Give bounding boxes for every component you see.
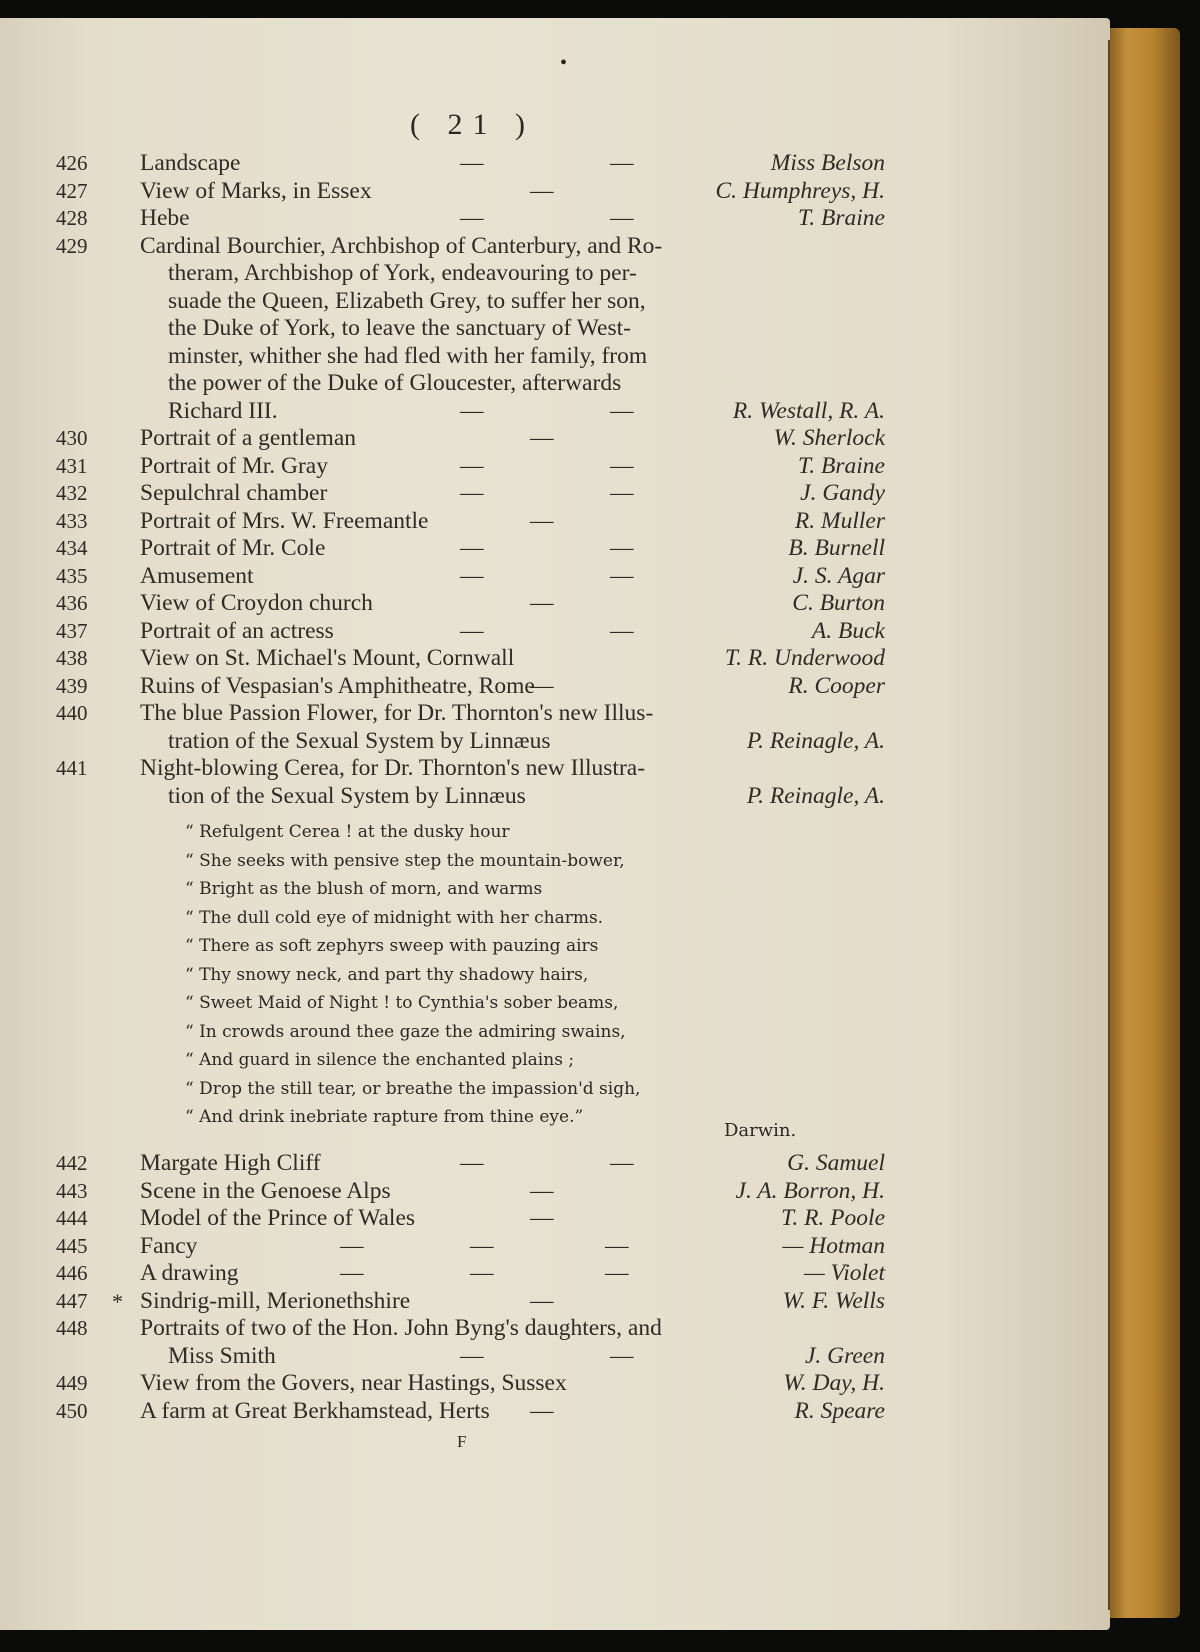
entry-title: minster, whither she had fled with her family, from	[168, 342, 648, 369]
leader-dash: —	[530, 590, 554, 616]
entry-number: 441	[56, 756, 88, 780]
entry-number: 443	[56, 1178, 88, 1203]
catalogue-entry	[0, 1205, 1110, 1233]
entry-line	[0, 1260, 1110, 1288]
entry-line	[0, 315, 1110, 343]
entry-number: 435	[56, 563, 88, 588]
entry-number: 431	[56, 453, 88, 478]
entry-line	[0, 728, 1110, 756]
entry-line	[0, 453, 1110, 481]
catalogue-entry	[0, 233, 1110, 426]
artist-name: — Hotman	[782, 1232, 885, 1259]
artist-name: T. R. Underwood	[724, 645, 885, 671]
catalogue-entry	[0, 535, 1110, 563]
poem-line: “ Sweet Maid of Night ! to Cynthia's sober beams,	[185, 993, 619, 1013]
entry-line	[0, 343, 1110, 371]
page-number: ( 21 )	[410, 108, 535, 141]
poem-line: “ There as soft zephyrs sweep with pauzing airs	[185, 936, 599, 956]
catalogue-entry	[0, 480, 1110, 508]
entry-line	[0, 535, 1110, 563]
catalogue-list-a	[0, 150, 1110, 810]
entry-line	[0, 178, 1110, 206]
leader-dash: —	[460, 1150, 484, 1176]
leader-dash: —	[530, 1287, 554, 1314]
entry-line	[0, 508, 1110, 536]
artist-name: B. Burnell	[788, 535, 885, 561]
leader-dash: —	[530, 177, 554, 204]
artist-name: G. Samuel	[787, 1150, 885, 1176]
poem-line: “ Bright as the blush of morn, and warms	[185, 879, 543, 899]
artist-name: T. Braine	[797, 452, 885, 479]
catalogue-entry	[0, 178, 1110, 206]
entry-number: 447	[56, 1288, 88, 1313]
leader-dash: —	[610, 562, 634, 589]
entry-title: suade the Queen, Elizabeth Grey, to suffer her son,	[168, 287, 646, 314]
artist-name: A. Buck	[811, 617, 885, 644]
signature-mark: F	[457, 1432, 467, 1451]
entry-title: Hebe	[140, 205, 190, 231]
catalogue-entry	[0, 425, 1110, 453]
leader-dash: —	[610, 480, 634, 506]
leader-dash: —	[610, 1150, 634, 1176]
entry-title: theram, Archbishop of York, endeavouring to per-	[168, 260, 637, 286]
entry-number: 440	[56, 701, 88, 725]
entry-title: Margate High Cliff	[140, 1150, 321, 1176]
catalogue-entry	[0, 1315, 1110, 1370]
poem-line: “ And guard in silence the enchanted plains ;	[185, 1050, 575, 1070]
leader-dash: —	[340, 1260, 364, 1286]
poem-line: “ In crowds around thee gaze the admiring swains,	[185, 1021, 626, 1042]
entry-line	[0, 398, 1110, 426]
leader-dash: —	[530, 1397, 554, 1424]
leader-dash: —	[610, 150, 634, 176]
entry-number: 449	[56, 1371, 88, 1395]
entry-title: Miss Smith	[168, 1342, 276, 1369]
leader-dash: —	[460, 397, 484, 424]
entry-title: Sindrig-mill, Merionethshire	[140, 1287, 411, 1314]
entry-number: 446	[56, 1261, 88, 1285]
leader-dash: —	[460, 480, 484, 506]
catalogue-entry	[0, 645, 1110, 673]
catalogue-entry	[0, 1260, 1110, 1288]
entry-line	[0, 1178, 1110, 1206]
leader-dash: —	[530, 1205, 554, 1231]
entry-title: The blue Passion Flower, for Dr. Thornton's new Illus-	[140, 700, 654, 726]
leader-dash: —	[470, 1232, 494, 1259]
entry-number: 429	[56, 233, 88, 258]
entry-title: Landscape	[140, 150, 241, 176]
entry-line	[0, 618, 1110, 646]
leader-dash: —	[460, 617, 484, 644]
artist-name: C. Humphreys, H.	[715, 177, 885, 204]
leader-dash: —	[530, 425, 554, 451]
catalogue-list-b	[0, 1150, 1110, 1425]
artist-name: P. Reinagle, A.	[746, 727, 885, 754]
catalogue-entry	[0, 590, 1110, 618]
entry-number: 434	[56, 536, 88, 560]
leader-dash: —	[605, 1260, 629, 1286]
entry-line	[0, 563, 1110, 591]
entry-line	[0, 1233, 1110, 1261]
entry-number: 450	[56, 1398, 88, 1423]
catalogue-entry	[0, 1150, 1110, 1178]
poem-quotation	[185, 818, 745, 1132]
entry-line	[0, 1398, 1110, 1426]
artist-name: R. Muller	[794, 507, 885, 534]
entry-title: tration of the Sexual System by Linnæus	[168, 727, 551, 754]
poem-line: “ Refulgent Cerea ! at the dusky hour	[185, 822, 510, 842]
entry-title: View of Marks, in Essex	[140, 177, 372, 204]
entry-title: Portraits of two of the Hon. John Byng's daughters, and	[140, 1315, 662, 1341]
entry-title: Portrait of a gentleman	[140, 425, 356, 451]
leader-dash: —	[610, 535, 634, 561]
leader-dash: —	[605, 1232, 629, 1259]
entry-line	[0, 233, 1110, 261]
entry-title: Fancy	[140, 1232, 198, 1259]
poem-line: “ And drink inebriate rapture from thine eye.”	[185, 1107, 584, 1127]
catalogue-entry	[0, 673, 1110, 701]
entry-line	[0, 755, 1110, 783]
poem-line: “ Drop the still tear, or breathe the impassion'd sigh,	[185, 1078, 641, 1099]
ink-mark: •	[560, 52, 568, 74]
entry-title: A farm at Great Berkhamstead, Herts	[140, 1397, 490, 1424]
entry-line	[0, 1315, 1110, 1343]
catalogue-entry	[0, 1233, 1110, 1261]
entry-number: 437	[56, 618, 88, 643]
entry-line	[0, 425, 1110, 453]
entry-line	[0, 783, 1110, 811]
leader-dash: —	[610, 205, 634, 231]
artist-name: — Violet	[803, 1260, 885, 1286]
leader-dash: —	[470, 1260, 494, 1286]
entry-title: View on St. Michael's Mount, Cornwall	[140, 645, 515, 671]
entry-title: tion of the Sexual System by Linnæus	[168, 782, 526, 809]
artist-name: J. Green	[804, 1342, 885, 1369]
entry-line	[0, 673, 1110, 701]
entry-line	[0, 150, 1110, 178]
catalogue-entry	[0, 1178, 1110, 1206]
entry-title: View of Croydon church	[140, 590, 373, 616]
entry-line	[0, 1343, 1110, 1371]
entry-number: 436	[56, 591, 88, 615]
artist-name: P. Reinagle, A.	[746, 782, 885, 809]
leader-dash: —	[530, 507, 554, 534]
artist-name: J. S. Agar	[792, 562, 885, 589]
entry-number: 438	[56, 646, 88, 670]
artist-name: R. Westall, R. A.	[732, 397, 885, 424]
leader-dash: —	[340, 1232, 364, 1259]
asterisk-mark: *	[112, 1288, 123, 1314]
entry-title: View from the Govers, near Hastings, Sussex	[140, 1370, 567, 1396]
entry-number: 426	[56, 151, 88, 175]
entry-title: Portrait of an actress	[140, 617, 334, 644]
entry-number: 439	[56, 673, 88, 698]
entry-line	[0, 288, 1110, 316]
poem-line: “ The dull cold eye of midnight with her charms.	[185, 907, 604, 928]
entry-title: Cardinal Bourchier, Archbishop of Canterbury, and Ro-	[140, 232, 663, 259]
entry-line	[0, 260, 1110, 288]
entry-number: 445	[56, 1233, 88, 1258]
catalogue-entry	[0, 700, 1110, 755]
entry-number: 433	[56, 508, 88, 533]
catalogue-entry	[0, 508, 1110, 536]
entry-line	[0, 1150, 1110, 1178]
leader-dash: —	[610, 1342, 634, 1369]
artist-name: T. R. Poole	[781, 1205, 885, 1231]
catalogue-entry	[0, 1288, 1110, 1316]
entry-title: Portrait of Mrs. W. Freemantle	[140, 507, 429, 534]
entry-number: 432	[56, 481, 88, 505]
book-binding	[1110, 28, 1180, 1618]
entry-number: 430	[56, 426, 88, 450]
entry-title: Night-blowing Cerea, for Dr. Thornton's new Illustra-	[140, 755, 646, 781]
entry-title: the Duke of York, to leave the sanctuary of West-	[168, 315, 631, 341]
entry-line	[0, 205, 1110, 233]
entry-title: Amusement	[140, 562, 254, 589]
entry-title: Portrait of Mr. Gray	[140, 452, 328, 479]
entry-number: 448	[56, 1316, 88, 1340]
artist-name: C. Burton	[792, 590, 885, 616]
catalogue-entry	[0, 1398, 1110, 1426]
entry-title: Ruins of Vespasian's Amphitheatre, Rome	[140, 672, 535, 699]
leader-dash: —	[530, 672, 554, 699]
entry-title: the power of the Duke of Gloucester, afterwards	[168, 370, 622, 396]
catalogue-entry	[0, 563, 1110, 591]
entry-number: 428	[56, 206, 88, 230]
entry-line	[0, 370, 1110, 398]
entry-title: Sepulchral chamber	[140, 480, 328, 506]
artist-name: T. Braine	[797, 205, 885, 231]
poem-line: “ She seeks with pensive step the mountain-bower,	[185, 850, 625, 871]
catalogue-entry	[0, 618, 1110, 646]
leader-dash: —	[460, 1342, 484, 1369]
artist-name: Miss Belson	[770, 150, 885, 176]
leader-dash: —	[610, 397, 634, 424]
quote-attribution: Darwin.	[724, 1120, 797, 1141]
entry-title: Portrait of Mr. Cole	[140, 535, 326, 561]
catalogue-entry	[0, 1370, 1110, 1398]
entry-number: 442	[56, 1151, 88, 1175]
entry-number: 427	[56, 178, 88, 203]
leader-dash: —	[460, 535, 484, 561]
leader-dash: —	[460, 205, 484, 231]
entry-title: Richard III.	[168, 397, 278, 424]
catalogue-entry	[0, 205, 1110, 233]
leader-dash: —	[460, 562, 484, 589]
entry-line	[0, 700, 1110, 728]
artist-name: W. Sherlock	[773, 425, 885, 451]
leader-dash: —	[460, 150, 484, 176]
artist-name: W. F. Wells	[782, 1287, 885, 1314]
entry-title: Scene in the Genoese Alps	[140, 1177, 391, 1204]
artist-name: W. Day, H.	[783, 1370, 885, 1396]
poem-line: “ Thy snowy neck, and part thy shadowy hairs,	[185, 964, 589, 985]
artist-name: R. Speare	[794, 1397, 885, 1424]
entry-line	[0, 1370, 1110, 1398]
entry-number: 444	[56, 1206, 88, 1230]
artist-name: J. A. Borron, H.	[735, 1177, 885, 1204]
artist-name: R. Cooper	[788, 672, 885, 699]
leader-dash: —	[530, 1177, 554, 1204]
artist-name: J. Gandy	[800, 480, 885, 506]
entry-title: A drawing	[140, 1260, 239, 1286]
entry-title: Model of the Prince of Wales	[140, 1205, 416, 1231]
entry-line	[0, 645, 1110, 673]
catalogue-entry	[0, 150, 1110, 178]
entry-line	[0, 590, 1110, 618]
entry-line	[0, 480, 1110, 508]
leader-dash: —	[460, 452, 484, 479]
entry-line	[0, 1205, 1110, 1233]
leader-dash: —	[610, 452, 634, 479]
entry-line	[0, 1288, 1110, 1316]
catalogue-entry	[0, 755, 1110, 810]
catalogue-entry	[0, 453, 1110, 481]
leader-dash: —	[610, 617, 634, 644]
